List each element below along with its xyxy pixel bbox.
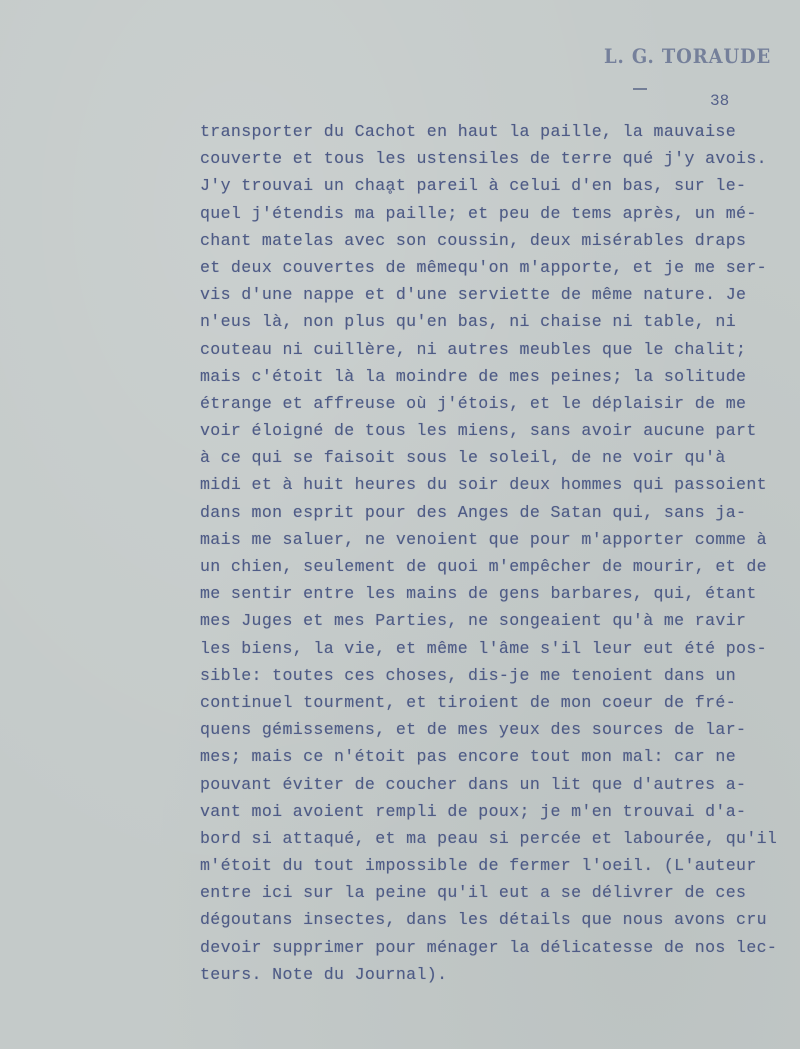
text-line: mes Juges et mes Parties, ne songeaient qu'à me ravir	[200, 611, 747, 631]
page-number: 38	[710, 92, 730, 110]
text-line: voir éloigné de tous les miens, sans avoir aucune part	[200, 421, 757, 441]
text-line: étrange et affreuse où j'étois, et le déplaisir de me	[200, 393, 747, 413]
text-line: couteau ni cuillère, ni autres meubles que le chalit;	[200, 339, 747, 359]
text-line: vant moi avoient rempli de poux; je m'en trouvai d'a-	[200, 801, 747, 821]
text-line: devoir supprimer pour ménager la délicatesse de nos lec-	[200, 937, 778, 957]
text-line: un chien, seulement de quoi m'empêcher de mourir, et de	[200, 557, 767, 576]
text-line: m'étoit du tout impossible de fermer l'oeil. (L'auteur	[200, 856, 757, 876]
text-line: continuel tourment, et tiroient de mon coeur de fré-	[200, 692, 737, 712]
typed-text-block	[200, 118, 777, 988]
author-stamp: L. G. TORAUDE	[604, 44, 772, 68]
text-line: n'eus là, non plus qu'en bas, ni chaise ni table, ni	[200, 312, 737, 332]
text-line: J'y trouvai un chaḁt pareil à celui d'en bas, sur le-	[200, 176, 747, 196]
text-line: chant matelas avec son coussin, deux misérables draps	[200, 230, 747, 250]
text-line: bord si attaqué, et ma peau si percée et labourée, qu'il	[200, 828, 778, 848]
text-line: mes; mais ce n'étoit pas encore tout mon mal: car ne	[200, 747, 737, 767]
text-line: transporter du Cachot en haut la paille, la mauvaise	[200, 122, 737, 141]
text-line: pouvant éviter de coucher dans un lit que d'autres a-	[200, 774, 747, 794]
text-line: quens gémissemens, et de mes yeux des sources de lar-	[200, 720, 747, 740]
text-line: et deux couvertes de mêmequ'on m'apporte, et je me ser-	[200, 257, 767, 277]
text-line: vis d'une nappe et d'une serviette de même nature. Je	[200, 285, 747, 305]
text-line: sible: toutes ces choses, dis-je me tenoient dans un	[200, 665, 737, 685]
text-line: mais me saluer, ne venoient que pour m'apporter comme à	[200, 529, 767, 549]
text-line: quel j'étendis ma paille; et peu de tems après, un mé-	[200, 203, 757, 223]
text-line: me sentir entre les mains de gens barbares, qui, étant	[200, 584, 757, 604]
text-line: les biens, la vie, et même l'âme s'il leur eut été pos-	[200, 638, 767, 658]
text-line: midi et à huit heures du soir deux hommes qui passoient	[200, 475, 767, 495]
text-line: dans mon esprit pour des Anges de Satan qui, sans ja-	[200, 502, 747, 522]
text-line: dégoutans insectes, dans les détails que nous avons cru	[200, 910, 767, 930]
text-line: entre ici sur la peine qu'il eut a se délivrer de ces	[200, 883, 747, 903]
text-line: couverte et tous les ustensiles de terre qué j'y avois.	[200, 149, 767, 169]
text-line: à ce qui se faisoit sous le soleil, de ne voir qu'à	[200, 448, 726, 468]
page-number-dash	[633, 88, 647, 90]
text-line: mais c'étoit là la moindre de mes peines; la solitude	[200, 366, 747, 386]
text-line: teurs. Note du Journal).	[200, 964, 448, 984]
